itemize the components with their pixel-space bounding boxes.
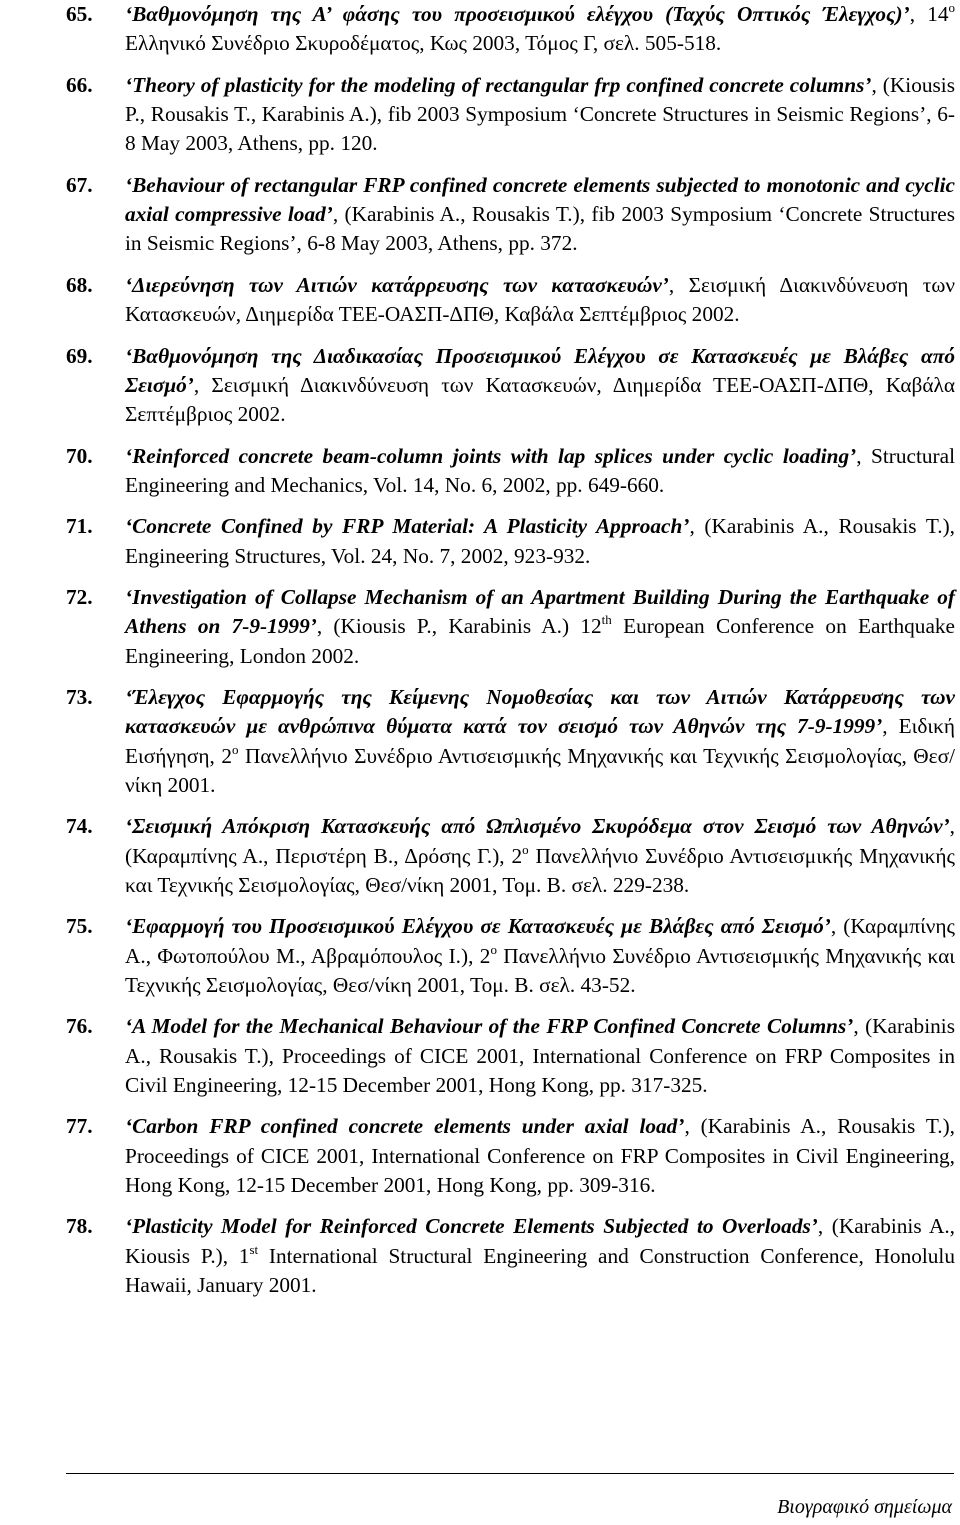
reference-item: [66, 0, 955, 58]
reference-title: ‘Investigation of Collapse Mechanism of an Apartment Building During the Earthquake of Athens on 7-9-1999’: [125, 585, 955, 639]
reference-number: 68.: [66, 272, 93, 297]
reference-details: , $14^o$ Ελληνικό Συνέδριο Σκυροδέματος, Κως 2003, Τόμος Γ, σελ. 505-518.: [125, 0, 955, 56]
reference-number: 77.: [66, 1114, 93, 1139]
reference-number: 73.: [66, 685, 93, 710]
reference-number: 67.: [66, 172, 93, 197]
reference-item: [66, 812, 955, 900]
reference-number: 66.: [66, 72, 93, 97]
reference-number: 71.: [66, 514, 93, 539]
reference-details: , (Karabinis A., Rousakis T.), Proceedings of CICE 2001, International Conference on FRP Composites in Civil Engineering, Hong Kong, 12-15 December 2001, Hong Kong, pp. 309-316.: [125, 1114, 955, 1197]
reference-details: , (Καραμπίνης Α., Φωτοπούλου Μ., Αβραμόπουλος Ι.), $2^o$ Πανελλήνιο Συνέδριο Αντισεισμικής Μηχανικής και Τεχνικής Σεισμολογίας, Θεσ/νίκη 2001, Τομ. Β. σελ. 43-52.: [125, 914, 955, 997]
reference-details: , (Kiousis P., Rousakis T., Karabinis A.), fib 2003 Symposium ‘Concrete Structures in Seismic Regions’, 6-8 May 2003, Athens, pp. 120.: [125, 72, 955, 156]
reference-item: [66, 171, 955, 259]
reference-item: [66, 1112, 955, 1200]
reference-details: , (Karabinis A., Rousakis T.), Proceedings of CICE 2001, International Conference on FRP Composites in Civil Engineering, 12-15 December 2001, Hong Kong, pp. 317-325.: [125, 1014, 955, 1097]
reference-list: [66, 0, 955, 1312]
footer-divider: [66, 1473, 954, 1474]
reference-number: 70.: [66, 443, 93, 468]
reference-title: ‘Carbon FRP confined concrete elements under axial load’: [125, 1114, 685, 1139]
reference-details: , (Kiousis P., Karabinis A.) 12th European Conference on Earthquake Engineering, London 2002.: [125, 612, 956, 668]
reference-details: , (Καραμπίνης Α., Περιστέρη Β., Δρόσης Γ.), $2^o$ Πανελλήνιο Συνέδριο Αντισεισμικής Μηχανικής και Τεχνικής Σεισμολογίας, Θεσ/νίκη 2001, Τομ. Β. σελ. 229-238.: [125, 814, 955, 897]
reference-item: [66, 342, 955, 430]
reference-title: ‘Βαθμονόμηση της Διαδικασίας Προσεισμικού Ελέγχου σε Κατασκευές με Βλάβες από Σεισμό’: [125, 343, 955, 397]
reference-details: , Ειδική Εισήγηση, $2^o$ Πανελλήνιο Συνέδριο Αντισεισμικής Μηχανικής και Τεχνικής Σεισμολογίας, Θεσ/νίκη 2001.: [125, 714, 956, 797]
reference-details: , (Karabinis A., Kiousis P.), 1st International Structural Engineering and Construction Conference, Honolulu Hawaii, January 2001.: [125, 1214, 956, 1297]
page-footer: Βιογραφικό σημείωμα: [777, 1496, 952, 1518]
reference-title: ‘Σεισμική Απόκριση Κατασκευής από Ωπλισμένο Σκυρόδεμα στον Σεισμό των Αθηνών’: [125, 814, 950, 839]
reference-item: [66, 912, 955, 1000]
reference-details: , Structural Engineering and Mechanics, Vol. 14, No. 6, 2002, pp. 649-660.: [125, 443, 955, 497]
reference-title: ‘Reinforced concrete beam-column joints with lap splices under cyclic loading’: [125, 443, 857, 468]
reference-number: 72.: [66, 585, 93, 610]
reference-title: ‘Concrete Confined by FRP Material: A Plasticity Approach’: [125, 514, 690, 539]
reference-details: , Σεισμική Διακινδύνευση των Κατασκευών, Διημερίδα ΤΕΕ-ΟΑΣΠ-ΔΠΘ, Καβάλα Σεπτέμβριος 2002.: [125, 372, 955, 426]
reference-number: 75.: [66, 914, 93, 939]
reference-title: ‘Theory of plasticity for the modeling of rectangular frp confined concrete columns’: [125, 72, 872, 97]
reference-number: 74.: [66, 814, 93, 839]
reference-number: 76.: [66, 1014, 93, 1039]
reference-details: , (Karabinis A., Rousakis T.), Engineering Structures, Vol. 24, No. 7, 2002, 923-932.: [125, 514, 955, 568]
reference-number: 65.: [66, 2, 93, 26]
reference-details: , (Karabinis A., Rousakis T.), fib 2003 Symposium ‘Concrete Structures in Seismic Regions’, 6-8 May 2003, Athens, pp. 372.: [125, 202, 955, 256]
reference-item: [66, 1212, 955, 1300]
reference-item: [66, 583, 955, 671]
reference-title: ‘Διερεύνηση των Αιτιών κατάρρευσης των κατασκευών’: [125, 272, 669, 297]
reference-title: ‘A Model for the Mechanical Behaviour of the FRP Confined Concrete Columns’: [125, 1014, 854, 1039]
reference-item: [66, 71, 955, 159]
reference-number: 78.: [66, 1214, 93, 1239]
reference-title: ‘Plasticity Model for Reinforced Concrete Elements Subjected to Overloads’: [125, 1214, 818, 1239]
reference-item: [66, 512, 955, 570]
reference-number: 69.: [66, 343, 93, 368]
reference-item: [66, 1012, 955, 1100]
reference-title: ‘Εφαρμογή του Προσεισμικού Ελέγχου σε Κατασκευές με Βλάβες από Σεισμό’: [125, 914, 831, 939]
reference-item: [66, 683, 955, 800]
reference-item: [66, 442, 955, 500]
reference-title: ‘Βαθμονόμηση της Α’ φάσης του προσεισμικού ελέγχου (Ταχύς Οπτικός Έλεγχος)’: [125, 2, 910, 26]
reference-details: , Σεισμική Διακινδύνευση των Κατασκευών, Διημερίδα ΤΕΕ-ΟΑΣΠ-ΔΠΘ, Καβάλα Σεπτέμβριος 2002.: [125, 272, 955, 326]
reference-title: ‘Behaviour of rectangular FRP confined concrete elements subjected to monotonic and cyclic axial compressive load’: [125, 172, 955, 226]
reference-item: [66, 271, 955, 329]
reference-title: ‘Έλεγχος Εφαρμογής της Κείμενης Νομοθεσίας και των Αιτιών Κατάρρευσης των κατασκευών με ανθρώπινα θύματα κατά τον σεισμό των Αθηνών της 7-9-1999’: [125, 685, 955, 739]
